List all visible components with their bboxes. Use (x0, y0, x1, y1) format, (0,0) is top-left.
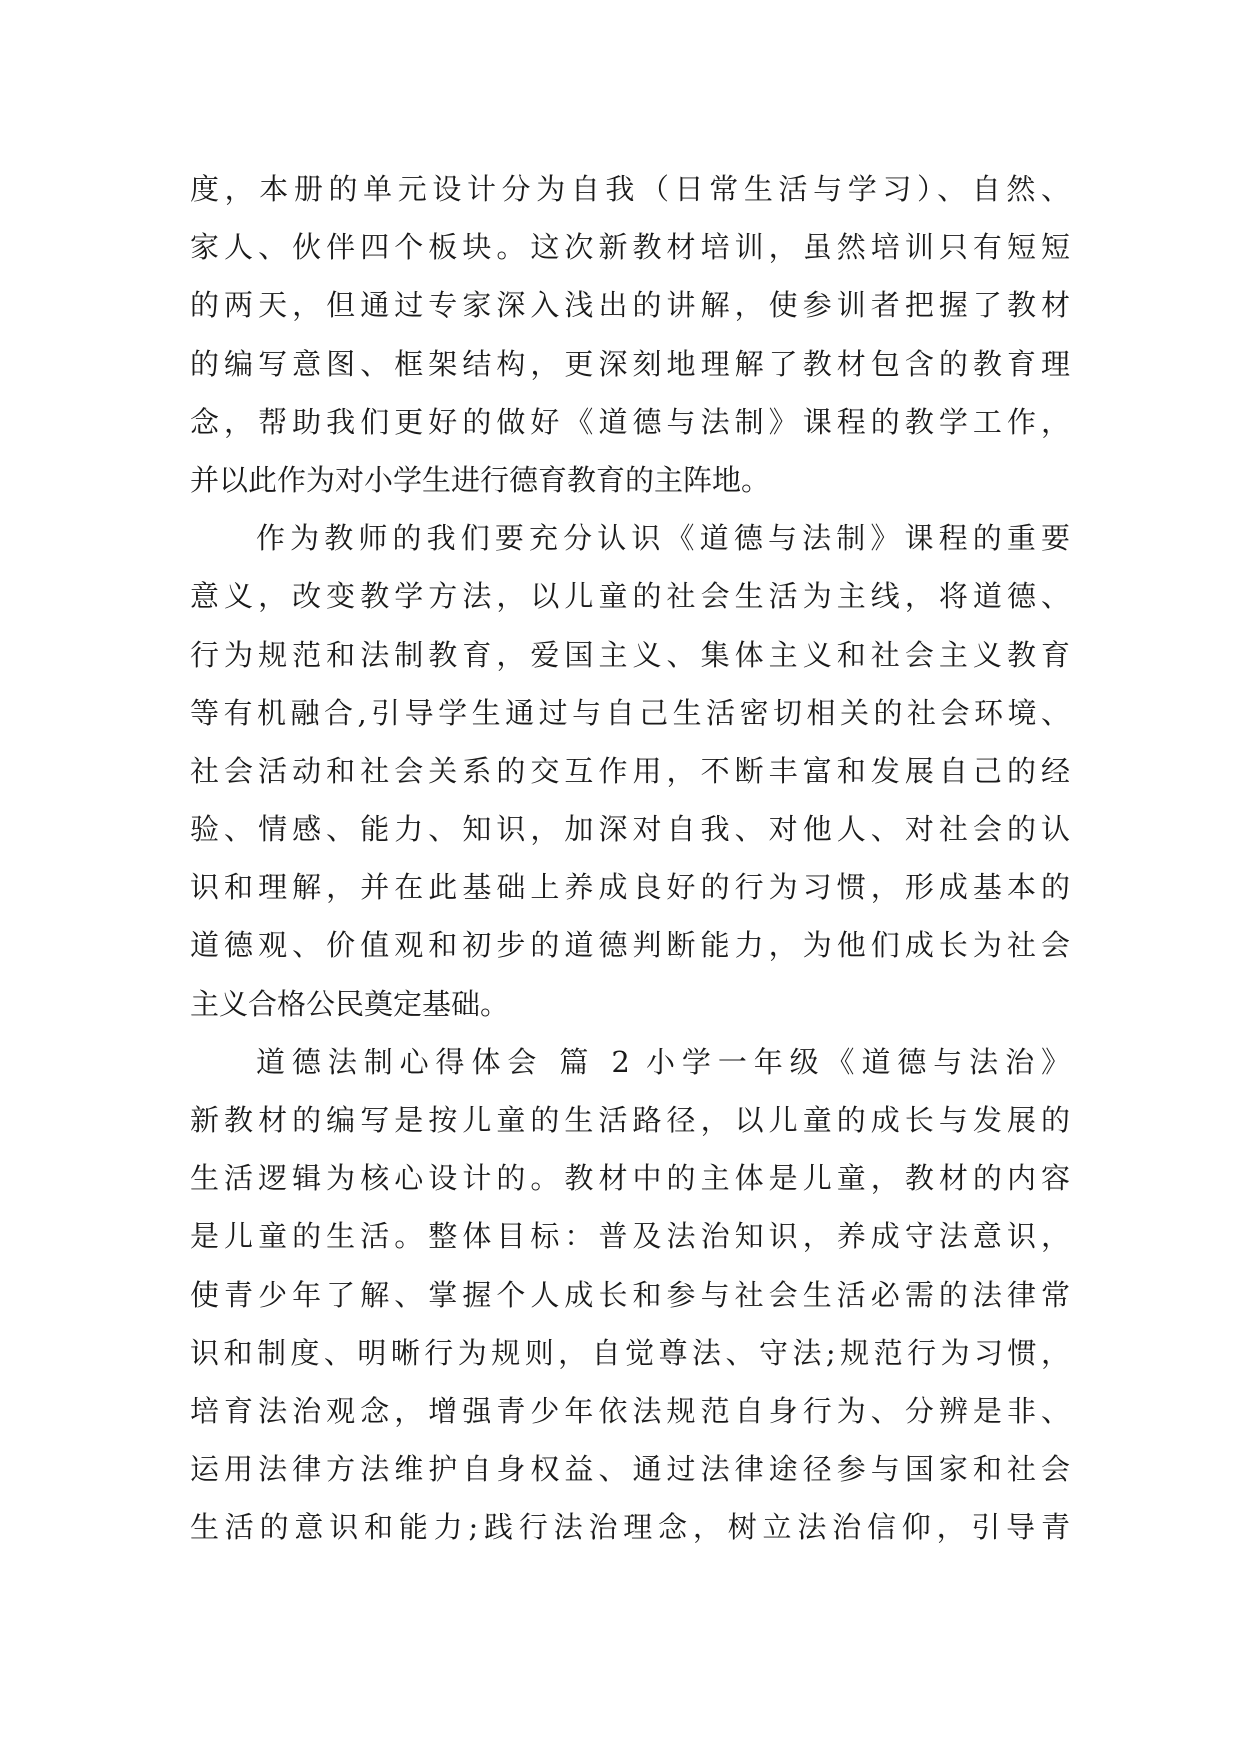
text-line: 生活逻辑为核心设计的。教材中的主体是儿童，教材的内容 (190, 1161, 1070, 1196)
text-line: 等有机融合,引导学生通过与自己生活密切相关的社会环境、 (190, 695, 1070, 730)
text-line: 社会活动和社会关系的交互作用，不断丰富和发展自己的经 (190, 753, 1070, 788)
text-line: 意义，改变教学方法，以儿童的社会生活为主线，将道德、 (190, 579, 1070, 614)
text-line: 念，帮助我们更好的做好《道德与法制》课程的教学工作， (190, 404, 1070, 439)
text-line: 的编写意图、框架结构，更深刻地理解了教材包含的教育理 (190, 346, 1070, 381)
text-line: 并以此作为对小学生进行德育教育的主阵地。 (190, 462, 771, 497)
text-line: 识和制度、明晰行为规则，自觉尊法、守法;规范行为习惯， (190, 1335, 1070, 1370)
text-line: 培育法治观念，增强青少年依法规范自身行为、分辨是非、 (190, 1393, 1070, 1428)
text-line: 识和理解，并在此基础上养成良好的行为习惯，形成基本的 (190, 870, 1070, 905)
text-line: 行为规范和法制教育，爱国主义、集体主义和社会主义教育 (190, 637, 1070, 672)
text-line: 新教材的编写是按儿童的生活路径，以儿童的成长与发展的 (190, 1103, 1070, 1137)
body-text (190, 160, 1070, 1557)
text-line: 道德观、价值观和初步的道德判断能力，为他们成长为社会 (190, 928, 1070, 963)
text-line: 使青少年了解、掌握个人成长和参与社会生活必需的法律常 (190, 1277, 1070, 1312)
text-line: 度，本册的单元设计分为自我（日常生活与学习）、自然、 (190, 172, 1070, 206)
text-line: 是儿童的生活。整体目标：普及法治知识，养成守法意识， (190, 1219, 1070, 1254)
text-line: 生活的意识和能力;践行法治理念，树立法治信仰，引导青 (190, 1510, 1070, 1545)
text-line: 作为教师的我们要充分认识《道德与法制》课程的重要 (256, 521, 1070, 556)
text-line: 的两天，但通过专家深入浅出的讲解，使参训者把握了教材 (190, 288, 1070, 323)
text-line: 家人、伙伴四个板块。这次新教材培训，虽然培训只有短短 (190, 230, 1070, 265)
text-line: 道德法制心得体会 篇 2 小学一年级《道德与法治》 (256, 1044, 1070, 1079)
text-line: 验、情感、能力、知识，加深对自我、对他人、对社会的认 (190, 812, 1070, 847)
text-line: 运用法律方法维护自身权益、通过法律途径参与国家和社会 (190, 1452, 1070, 1487)
text-line: 主义合格公民奠定基础。 (190, 986, 510, 1021)
